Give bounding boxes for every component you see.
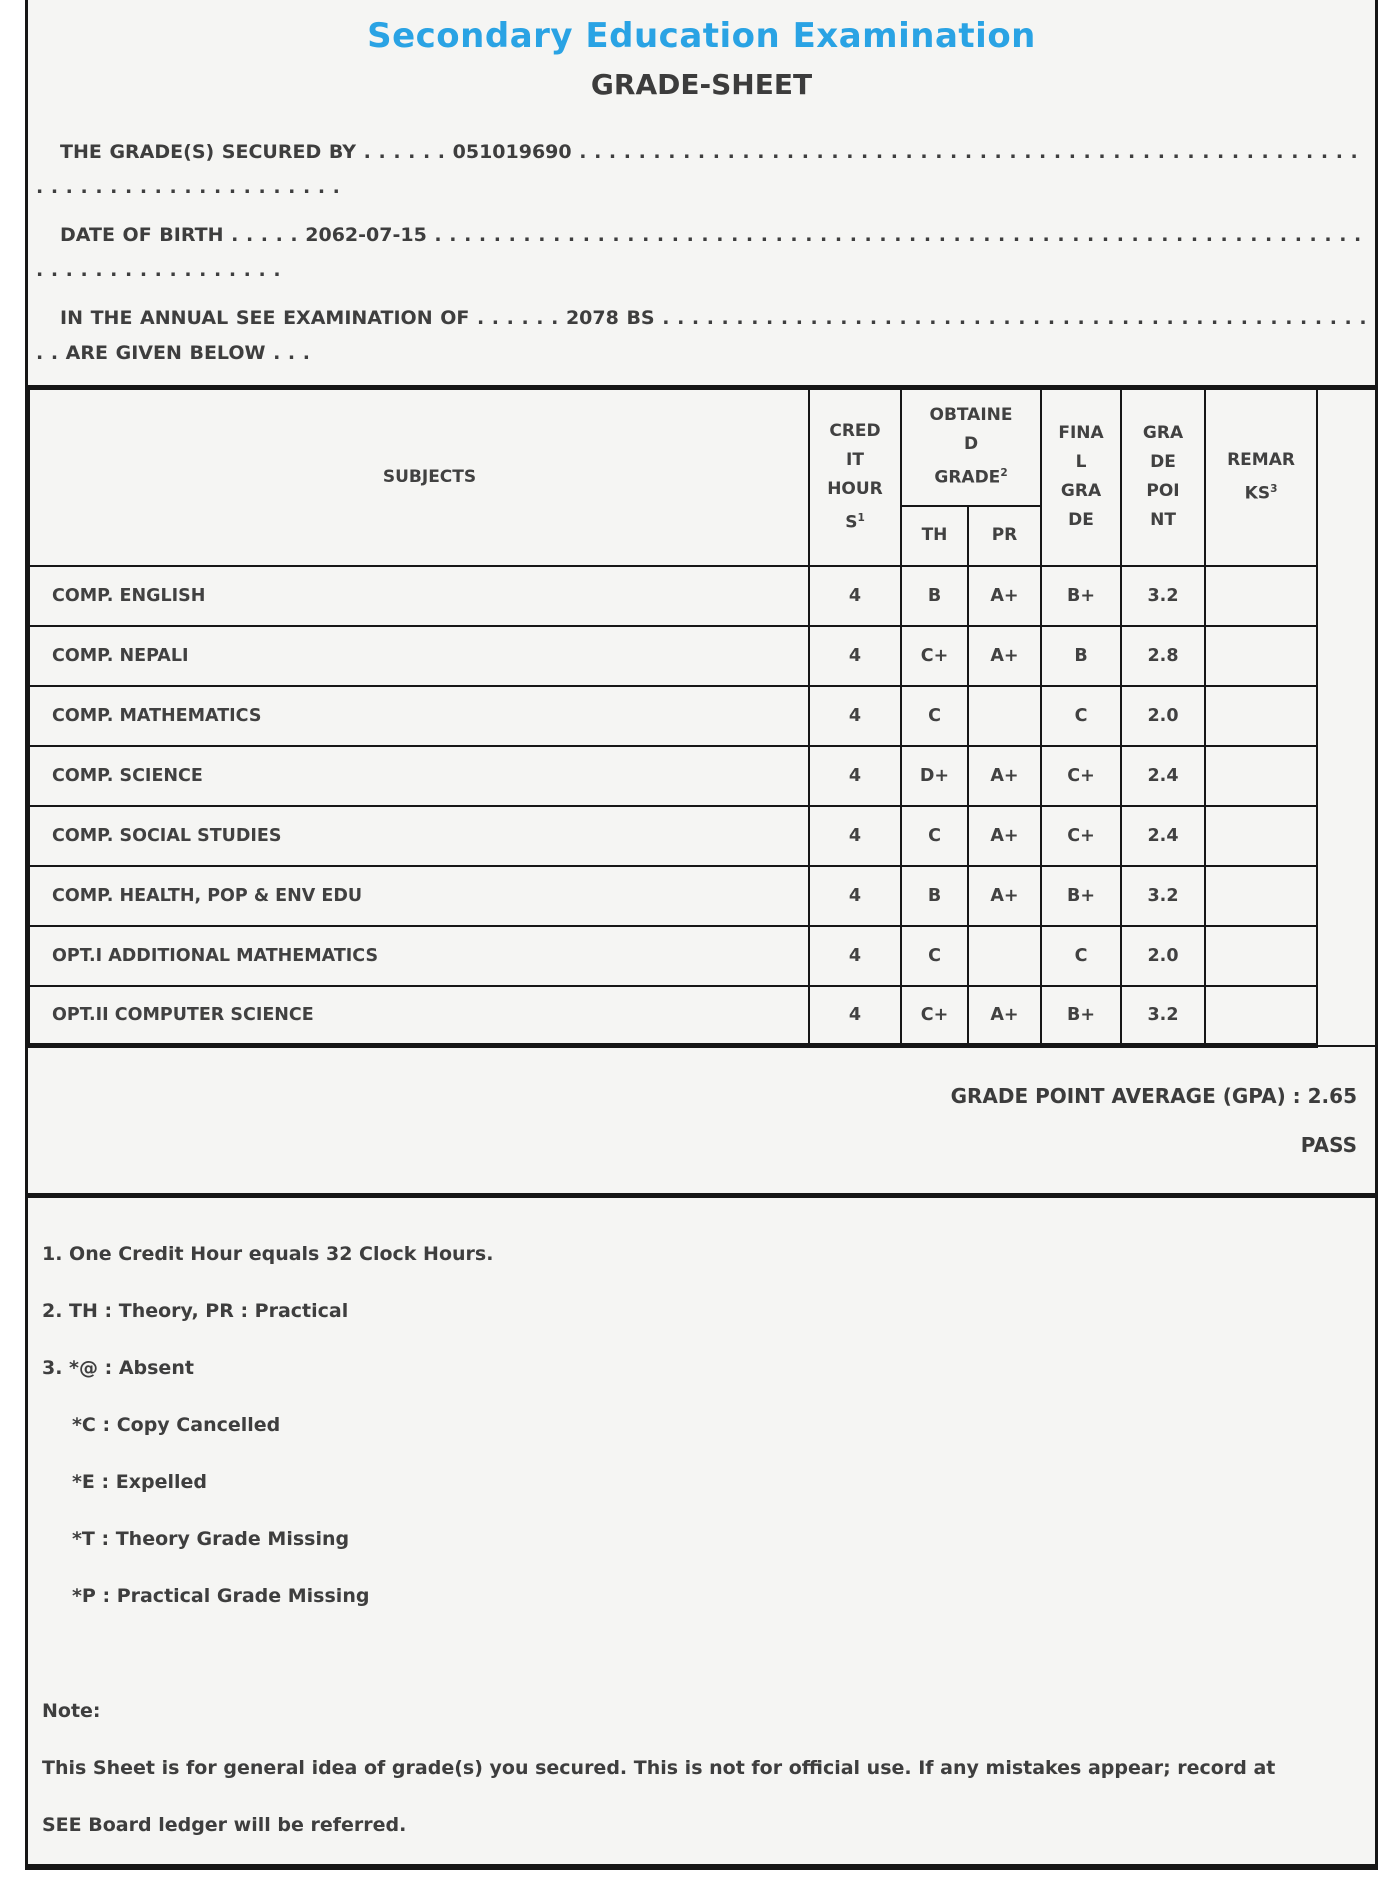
credit-hours-footnote-ref: 1	[857, 511, 865, 524]
cell-remarks	[1205, 746, 1317, 806]
cell-gpoint: 2.0	[1121, 686, 1205, 746]
column-header-practical: PR	[968, 506, 1041, 566]
cell-pr: A+	[968, 986, 1041, 1046]
cell-th: D+	[901, 746, 968, 806]
cell-final: B+	[1041, 866, 1121, 926]
footnote-item: *T : Theory Grade Missing	[72, 1528, 350, 1550]
cell-credit: 4	[809, 746, 901, 806]
grades-table	[28, 385, 1377, 1048]
cell-credit: 4	[809, 866, 901, 926]
cell-remarks	[1205, 986, 1317, 1046]
gpa-value: 2.65	[1307, 1084, 1357, 1108]
remarks-label: REMARKS	[1227, 449, 1295, 504]
cell-remarks	[1205, 866, 1317, 926]
column-header-final-grade: FINAL GRADE	[1041, 388, 1121, 566]
obtained-grade-label: OBTAINED GRADE	[929, 405, 1013, 489]
cell-final: B+	[1041, 566, 1121, 626]
cell-pr: A+	[968, 866, 1041, 926]
cell-subject: COMP. SOCIAL STUDIES	[29, 806, 809, 866]
cell-th: C	[901, 806, 968, 866]
cell-final: B	[1041, 626, 1121, 686]
cell-remarks	[1205, 626, 1317, 686]
cell-th: C	[901, 926, 968, 986]
obtained-grade-footnote-ref: 2	[1000, 467, 1008, 480]
subject-row	[29, 926, 1376, 986]
cell-th: B	[901, 566, 968, 626]
footnote-item: *E : Expelled	[72, 1471, 207, 1493]
cell-final: C	[1041, 686, 1121, 746]
subject-row	[29, 686, 1376, 746]
footnotes-section	[28, 1198, 1375, 1864]
cell-final: C	[1041, 926, 1121, 986]
footnote-item: *C : Copy Cancelled	[72, 1414, 281, 1436]
cell-th: C+	[901, 986, 968, 1046]
cell-subject: OPT.II COMPUTER SCIENCE	[29, 986, 809, 1046]
cell-th: C	[901, 686, 968, 746]
cell-th: C+	[901, 626, 968, 686]
subject-row	[29, 806, 1376, 866]
cell-final: B+	[1041, 986, 1121, 1046]
cell-gpoint: 3.2	[1121, 566, 1205, 626]
summary-box	[28, 1048, 1375, 1198]
cell-pr: A+	[968, 806, 1041, 866]
column-header-theory: TH	[901, 506, 968, 566]
cell-subject: COMP. HEALTH, POP & ENV EDU	[29, 866, 809, 926]
subject-row	[29, 746, 1376, 806]
cell-remarks	[1205, 566, 1317, 626]
secured-by-line: THE GRADE(S) SECURED BY . . . . . . 051019690 . . . . . . . . . . . . . . . . . . . . . . . . . . . . . . . . . . . . . . . . . . . . . . . . . . . . . . . . . . . . . . . . . . . . . . . . . .	[36, 141, 1358, 198]
cell-credit: 4	[809, 926, 901, 986]
subject-row	[29, 566, 1376, 626]
table-margin-column	[1317, 388, 1376, 1046]
cell-subject: COMP. MATHEMATICS	[29, 686, 809, 746]
cell-gpoint: 2.0	[1121, 926, 1205, 986]
footnote-item: 1. One Credit Hour equals 32 Clock Hours.	[42, 1243, 494, 1265]
cell-subject: COMP. ENGLISH	[29, 566, 809, 626]
footnotes-list	[42, 1226, 1361, 1625]
column-header-credit-hours	[809, 388, 901, 566]
cell-gpoint: 2.8	[1121, 626, 1205, 686]
subject-row	[29, 986, 1376, 1046]
gpa-label: GRADE POINT AVERAGE (GPA) :	[950, 1084, 1301, 1108]
exam-year-line: IN THE ANNUAL SEE EXAMINATION OF . . . . . . 2078 BS . . . . . . . . . . . . . . . . . . . . . . . . . . . . . . . . . . . . . . . . . . . . . . . . . . ARE GIVEN BELOW . . .	[36, 307, 1367, 364]
cell-remarks	[1205, 806, 1317, 866]
note-label: Note:	[42, 1700, 101, 1722]
cell-subject: COMP. NEPALI	[29, 626, 809, 686]
footnote-item: 3. *@ : Absent	[42, 1357, 194, 1379]
cell-pr: A+	[968, 746, 1041, 806]
footnote-item: 2. TH : Theory, PR : Practical	[42, 1300, 349, 1322]
column-header-subjects: SUBJECTS	[29, 388, 809, 566]
cell-final: C+	[1041, 746, 1121, 806]
cell-final: C+	[1041, 806, 1121, 866]
grade-sheet	[25, 0, 1378, 1870]
remarks-footnote-ref: 3	[1270, 482, 1278, 495]
cell-gpoint: 3.2	[1121, 986, 1205, 1046]
cell-credit: 4	[809, 686, 901, 746]
cell-gpoint: 2.4	[1121, 806, 1205, 866]
page-title: Secondary Education Examination	[367, 16, 1036, 56]
subject-row	[29, 866, 1376, 926]
cell-gpoint: 3.2	[1121, 866, 1205, 926]
cell-pr: A+	[968, 626, 1041, 686]
cell-credit: 4	[809, 806, 901, 866]
result-status: PASS	[1300, 1133, 1357, 1157]
column-header-remarks	[1205, 388, 1317, 566]
footnote-item: *P : Practical Grade Missing	[72, 1585, 370, 1607]
column-header-obtained-grade	[901, 388, 1041, 506]
cell-th: B	[901, 866, 968, 926]
page-subtitle: GRADE-SHEET	[590, 68, 813, 101]
cell-pr	[968, 686, 1041, 746]
cell-gpoint: 2.4	[1121, 746, 1205, 806]
gpa-line	[28, 1084, 1357, 1108]
date-of-birth-line: DATE OF BIRTH . . . . . 2062-07-15 . . . . . . . . . . . . . . . . . . . . . . . . . . . . . . . . . . . . . . . . . . . . . . . . . . . . . . . . . . . . . . . . . . . . . . . . . . . . . . . .	[36, 224, 1362, 281]
credit-hours-label: CREDIT HOURS	[827, 420, 883, 533]
note-text: This Sheet is for general idea of grade(s) you secured. This is not for official use. If any mistakes appear; record at SEE Board ledger will be referred.	[42, 1757, 1276, 1836]
cell-pr	[968, 926, 1041, 986]
cell-remarks	[1205, 686, 1317, 746]
cell-remarks	[1205, 926, 1317, 986]
column-header-grade-point: GRADE POINT	[1121, 388, 1205, 566]
cell-subject: COMP. SCIENCE	[29, 746, 809, 806]
cell-subject: OPT.I ADDITIONAL MATHEMATICS	[29, 926, 809, 986]
cell-pr: A+	[968, 566, 1041, 626]
subject-row	[29, 626, 1376, 686]
table-header-row	[29, 388, 1376, 506]
cell-credit: 4	[809, 566, 901, 626]
cell-credit: 4	[809, 986, 901, 1046]
cell-credit: 4	[809, 626, 901, 686]
